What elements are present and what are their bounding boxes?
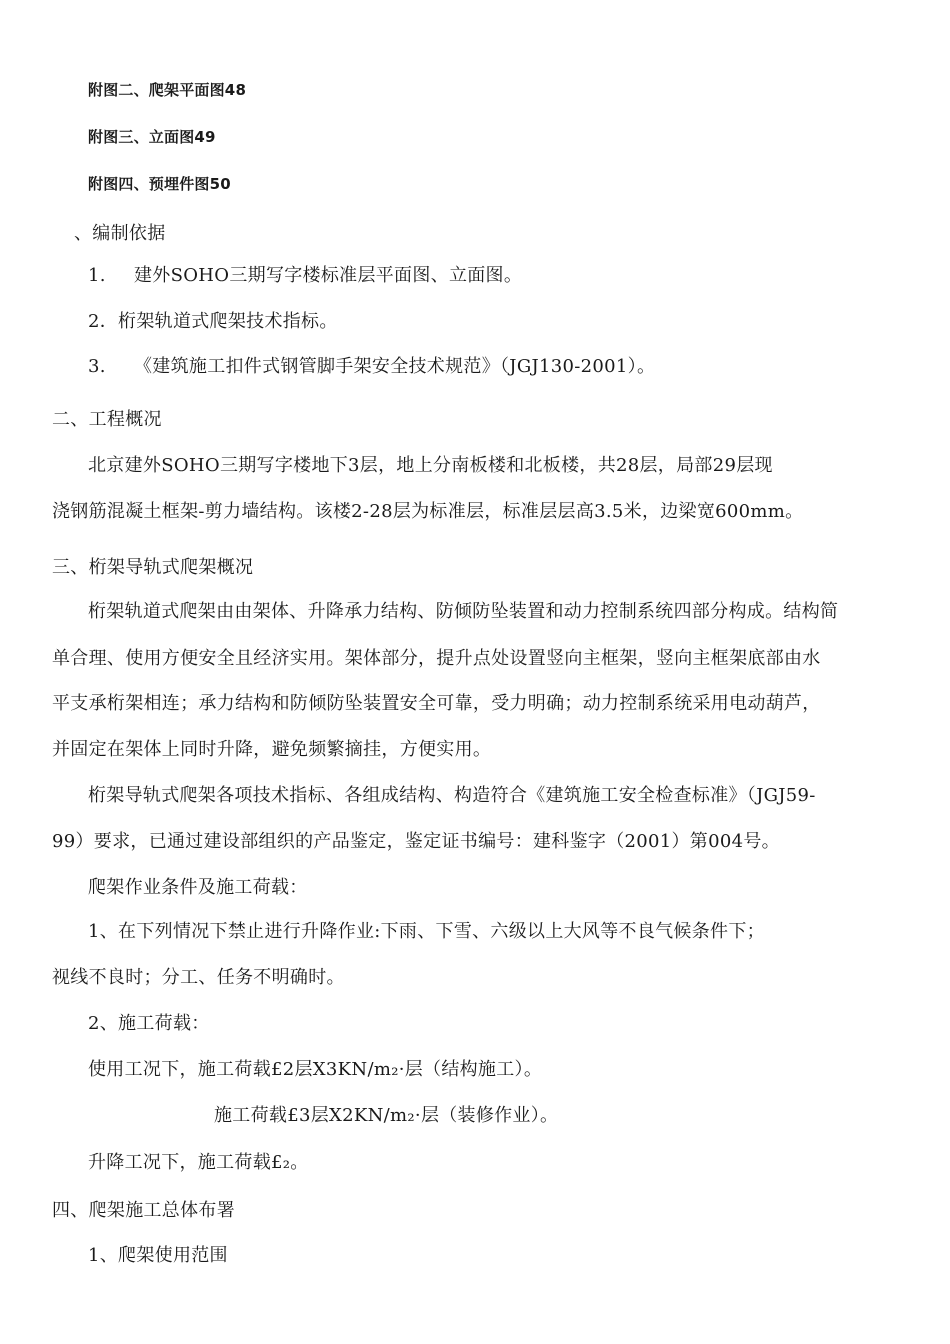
list-item-text: 2．桁架轨道式爬架技术指标。 [88, 311, 338, 332]
paragraph-line: 99）要求，已通过建设部组织的产品鉴定，鉴定证书编号：建科鉴字（2001）第004号。 [52, 831, 780, 852]
section-heading: 四、爬架施工总体布署 [52, 1200, 235, 1221]
section-heading: 二、工程概况 [52, 409, 162, 430]
load-line: 使用工况下，施工荷载£2层X3KN/m₂·层（结构施工）。 [88, 1059, 543, 1080]
toc-item: 附图三、立面图49 [88, 128, 216, 146]
load-line: 施工荷载£3层X2KN/m₂·层（装修作业）。 [214, 1105, 559, 1126]
paragraph-line: 1、在下列情况下禁止进行升降作业:下雨、下雪、六级以上大风等不良气候条件下； [88, 921, 765, 942]
paragraph-line: 浇钢筋混凝土框架-剪力墙结构。该楼2-28层为标准层，标准层层高3.5米，边梁宽600mm。 [52, 501, 804, 522]
paragraph-line: 视线不良时；分工、任务不明确时。 [52, 967, 345, 988]
paragraph-line: 桁架导轨式爬架各项技术指标、各组成结构、构造符合《建筑施工安全检查标准》（JGJ59- [88, 785, 816, 806]
toc-item: 附图二、爬架平面图48 [88, 81, 247, 99]
load-line: 升降工况下，施工荷载£₂。 [88, 1152, 309, 1173]
paragraph-line: 平支承桁架相连；承力结构和防倾防坠装置安全可靠，受力明确；动力控制系统采用电动葫芦， [52, 693, 821, 714]
paragraph-line: 北京建外SOHO三期写字楼地下3层，地上分南板楼和北板楼，共28层，局部29层现 [88, 455, 773, 476]
toc-item: 附图四、预埋件图50 [88, 175, 231, 193]
paragraph-line: 2、施工荷载： [88, 1013, 210, 1034]
section-heading: 、编制依据 [74, 223, 166, 244]
paragraph-line: 单合理、使用方便安全且经济实用。架体部分，提升点处设置竖向主框架，竖向主框架底部由水 [52, 648, 821, 669]
paragraph-line: 并固定在架体上同时升降，避免频繁摘挂，方便实用。 [52, 739, 492, 760]
list-item-number: 1. [88, 265, 106, 286]
list-item-text: 《建筑施工扣件式钢管脚手架安全技术规范》（JGJ130-2001）。 [134, 356, 656, 377]
section-heading: 三、桁架导轨式爬架概况 [52, 557, 254, 578]
paragraph-line: 1、爬架使用范围 [88, 1245, 228, 1266]
paragraph-line: 桁架轨道式爬架由由架体、升降承力结构、防倾防坠装置和动力控制系统四部分构成。结构简 [88, 601, 839, 622]
paragraph-line: 爬架作业条件及施工荷载： [88, 877, 308, 898]
list-item-number: 3. [88, 356, 106, 377]
list-item-text: 建外SOHO三期写字楼标准层平面图、立面图。 [134, 265, 523, 286]
